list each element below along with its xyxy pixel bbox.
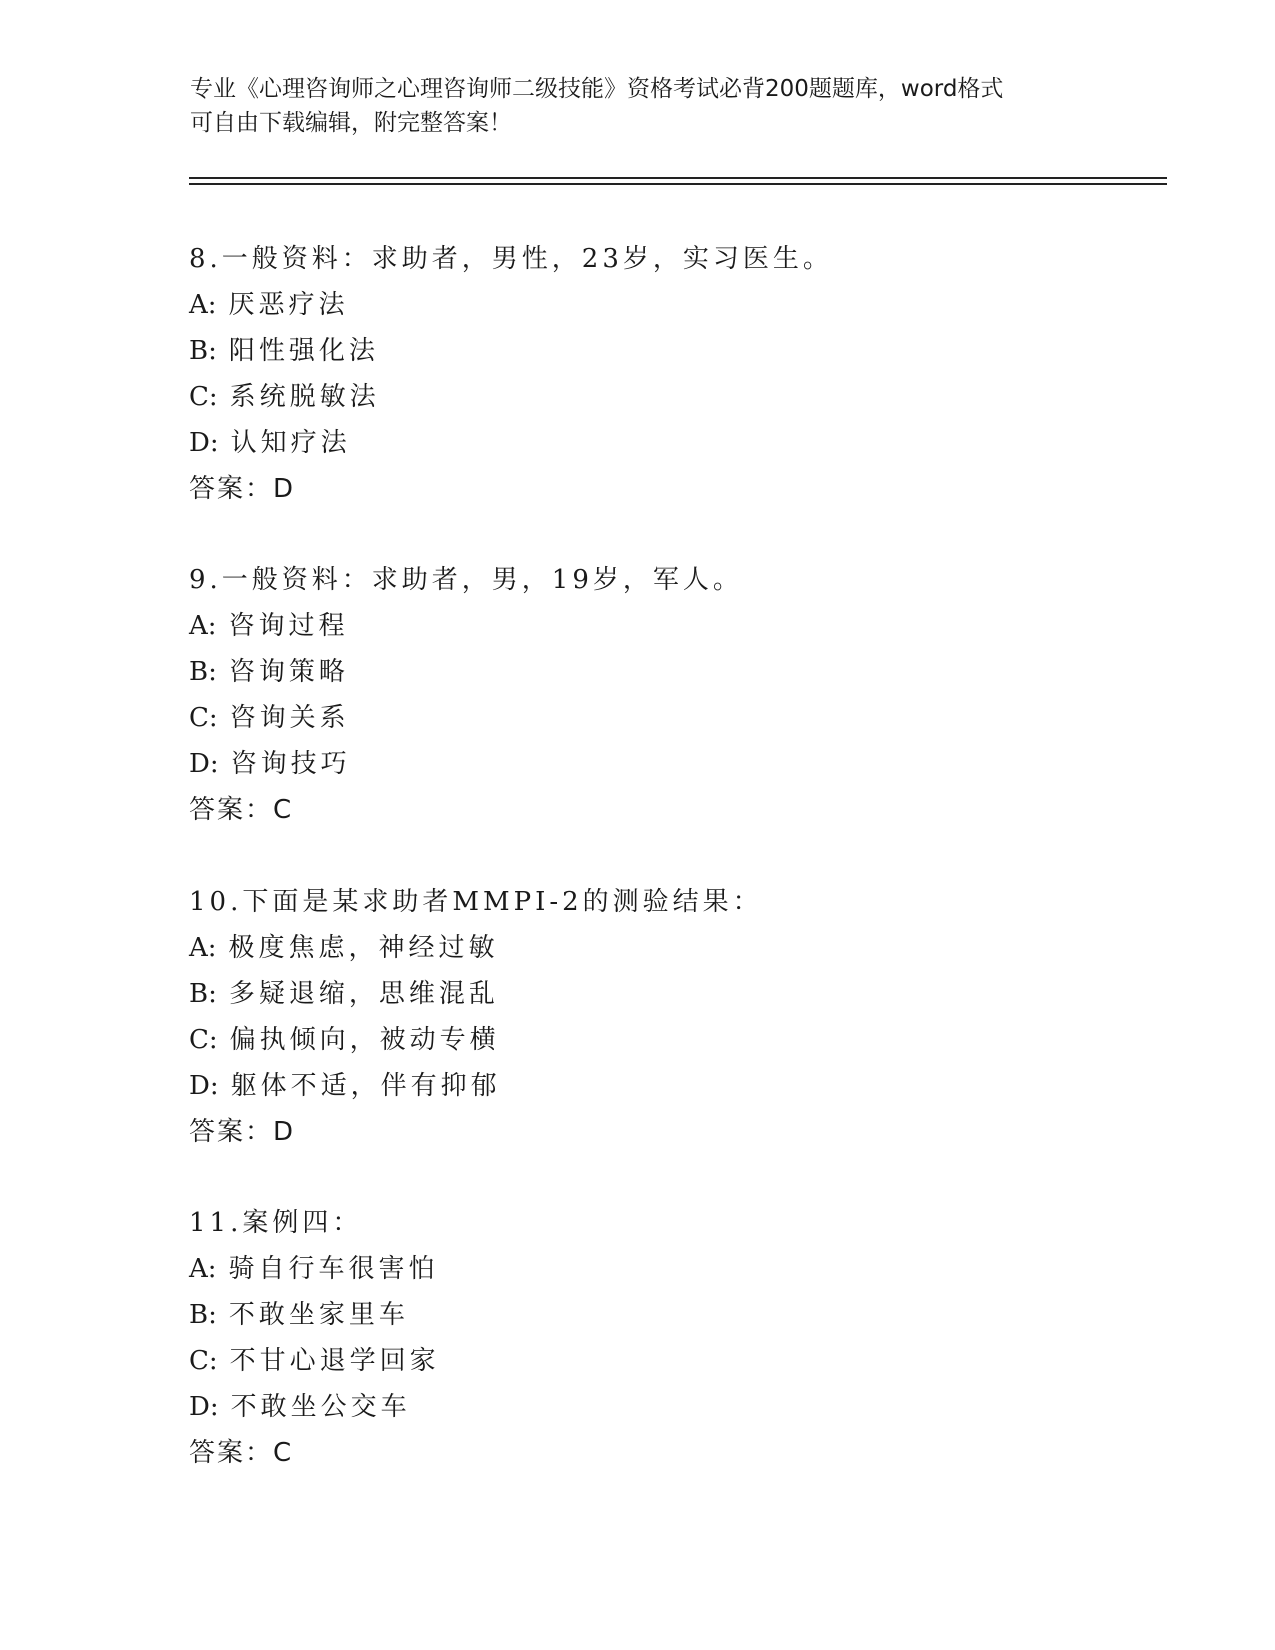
- option-b: [189, 649, 1149, 695]
- header-divider-bottom: [189, 183, 1167, 185]
- option-a: [189, 282, 1149, 328]
- option-c: [189, 374, 1149, 420]
- option-d: [189, 1384, 1149, 1430]
- option-label: B:: [189, 657, 217, 687]
- option-label: B:: [189, 1300, 217, 1330]
- option-c: [189, 695, 1149, 741]
- question-10: [189, 879, 1149, 1155]
- option-a: [189, 925, 1149, 971]
- option-label: C:: [189, 703, 218, 733]
- option-c: [189, 1017, 1149, 1063]
- option-text: 认知疗法: [230, 428, 351, 458]
- option-b: [189, 971, 1149, 1017]
- question-stem: 9.一般资料：求助者，男，19岁，军人。: [189, 565, 743, 595]
- option-label: A:: [189, 611, 217, 641]
- option-b: [189, 1292, 1149, 1338]
- option-label: C:: [189, 1346, 218, 1376]
- option-d: [189, 741, 1149, 787]
- option-label: C:: [189, 382, 218, 412]
- option-text: 极度焦虑，神经过敏: [228, 933, 499, 963]
- option-text: 咨询过程: [228, 611, 349, 641]
- option-text: 不甘心退学回家: [229, 1346, 440, 1376]
- option-text: 阳性强化法: [228, 336, 379, 366]
- option-text: 骑自行车很害怕: [228, 1254, 439, 1284]
- option-label: B:: [189, 979, 217, 1009]
- option-label: A:: [189, 1254, 217, 1284]
- question-9: [189, 557, 1149, 833]
- option-label: D:: [189, 1071, 219, 1101]
- option-d: [189, 1063, 1149, 1109]
- option-label: D:: [189, 428, 219, 458]
- option-text: 不敢坐家里车: [228, 1300, 409, 1330]
- option-text: 偏执倾向，被动专横: [229, 1025, 500, 1055]
- answer-line: 答案：C: [189, 1438, 294, 1468]
- option-d: [189, 420, 1149, 466]
- answer-line: 答案：C: [189, 795, 294, 825]
- option-text: 咨询策略: [228, 657, 349, 687]
- option-text: 厌恶疗法: [228, 290, 349, 320]
- header-divider-top: [189, 177, 1167, 179]
- option-text: 躯体不适，伴有抑郁: [230, 1071, 501, 1101]
- option-text: 多疑退缩，思维混乱: [228, 979, 499, 1009]
- option-c: [189, 1338, 1149, 1384]
- option-text: 咨询技巧: [230, 749, 351, 779]
- answer-line: 答案：D: [189, 474, 296, 504]
- option-label: D:: [189, 1392, 219, 1422]
- option-b: [189, 328, 1149, 374]
- question-stem: 10.下面是某求助者MMPI-2的测验结果：: [189, 887, 763, 917]
- question-stem: 8.一般资料：求助者，男性，23岁，实习医生。: [189, 244, 833, 274]
- option-text: 系统脱敏法: [229, 382, 380, 412]
- option-a: [189, 603, 1149, 649]
- option-label: A:: [189, 933, 217, 963]
- option-label: C:: [189, 1025, 218, 1055]
- option-label: D:: [189, 749, 219, 779]
- header-title-line-2: 可自由下载编辑，附完整答案！: [190, 110, 512, 136]
- header-title-line-1: 专业《心理咨询师之心理咨询师二级技能》资格考试必背200题题库，word格式: [190, 76, 1004, 102]
- option-text: 不敢坐公交车: [230, 1392, 411, 1422]
- document-header: [190, 72, 1090, 140]
- option-label: B:: [189, 336, 217, 366]
- question-8: [189, 236, 1149, 512]
- answer-line: 答案：D: [189, 1117, 296, 1147]
- question-11: [189, 1200, 1149, 1476]
- option-text: 咨询关系: [229, 703, 350, 733]
- option-label: A:: [189, 290, 217, 320]
- option-a: [189, 1246, 1149, 1292]
- question-stem: 11.案例四：: [189, 1208, 363, 1238]
